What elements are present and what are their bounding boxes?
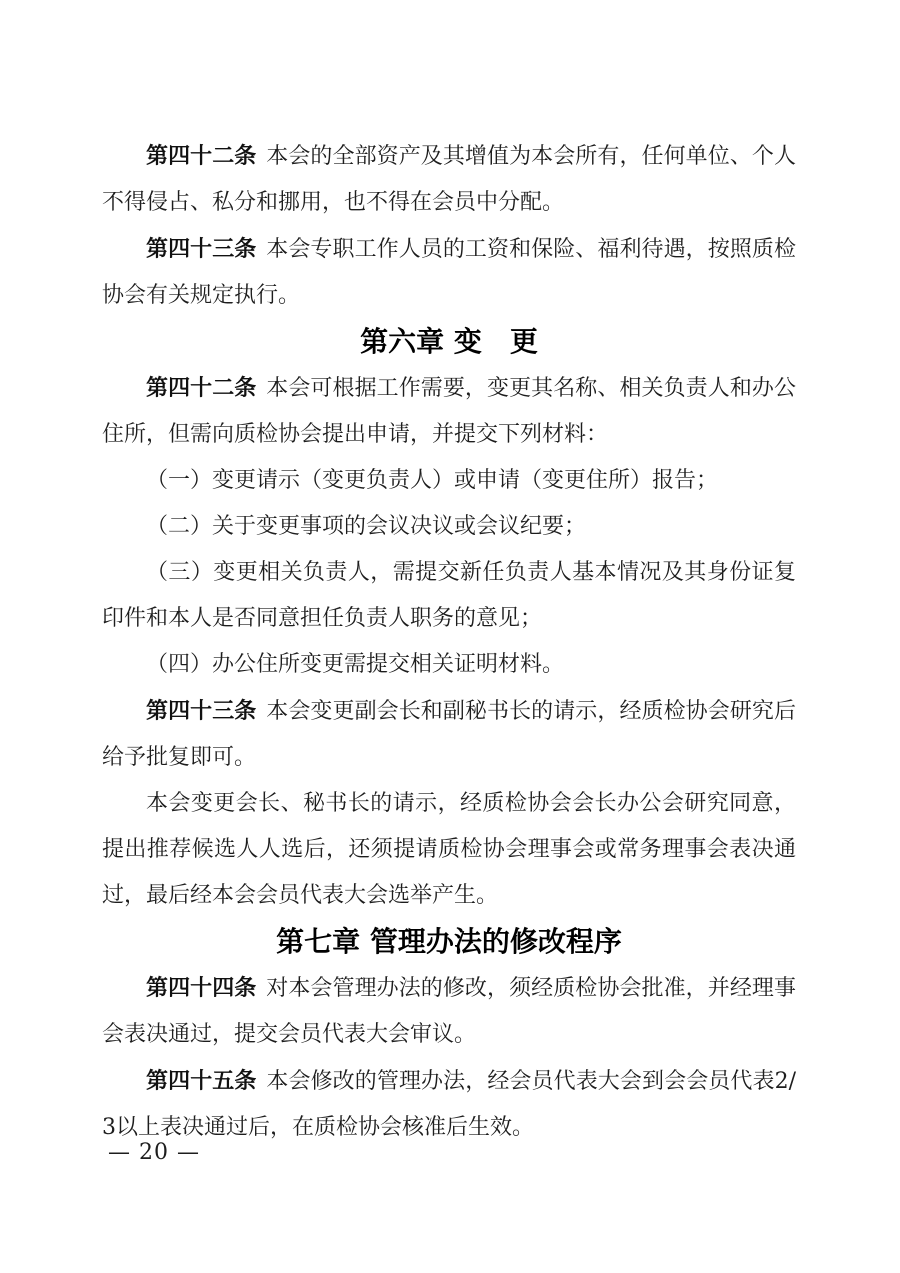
article-number: 第四十三条 bbox=[146, 698, 257, 724]
article-paragraph bbox=[102, 226, 796, 319]
article-paragraph bbox=[102, 688, 796, 781]
chapter-6-heading: 第六章 变 更 bbox=[360, 325, 538, 358]
article-number: 第四十四条 bbox=[146, 975, 257, 1001]
article-number: 第四十二条 bbox=[146, 143, 257, 169]
article-text: 对本会管理办法的修改，须经质检协会批准，并经理事会表决通过，提交会员代表大会审议。 bbox=[102, 976, 796, 1047]
article-number: 第四十二条 bbox=[146, 375, 257, 401]
article-text: 本会修改的管理办法，经会员代表大会到会会员代表2/3以上表决通过后，在质检协会核准后生效。 bbox=[102, 1069, 796, 1140]
list-item-paragraph: （一）变更请示（变更负责人）或申请（变更住所）报告； bbox=[146, 468, 719, 493]
article-paragraph bbox=[102, 1058, 796, 1151]
article-text: 本会变更副会长和副秘书长的请示，经质检协会研究后给予批复即可。 bbox=[102, 699, 796, 770]
list-item-paragraph: （二）关于变更事项的会议决议或会议纪要； bbox=[146, 514, 587, 539]
article-paragraph bbox=[102, 965, 796, 1058]
document-body bbox=[102, 133, 796, 1151]
article-text: 本会的全部资产及其增值为本会所有，任何单位、个人不得侵占、私分和挪用，也不得在会员中分配。 bbox=[102, 144, 796, 215]
page-number: — 20 — bbox=[108, 1140, 200, 1165]
list-item-paragraph: （四）办公住所变更需提交相关证明材料。 bbox=[146, 652, 565, 677]
article-paragraph bbox=[102, 365, 796, 458]
article-number: 第四十五条 bbox=[146, 1068, 257, 1094]
continuation-paragraph: 本会变更会长、秘书长的请示，经质检协会会长办公会研究同意，提出推荐候选人人选后，还须提请质检协会理事会或常务理事会表决通过，最后经本会会员代表大会选举产生。 bbox=[102, 791, 796, 908]
article-paragraph bbox=[102, 133, 796, 226]
list-item-paragraph: （三）变更相关负责人，需提交新任负责人基本情况及其身份证复印件和本人是否同意担任负责人职务的意见； bbox=[102, 560, 796, 631]
article-text: 本会专职工作人员的工资和保险、福利待遇，按照质检协会有关规定执行。 bbox=[102, 237, 796, 308]
article-number: 第四十三条 bbox=[146, 236, 257, 262]
article-text: 本会可根据工作需要，变更其名称、相关负责人和办公住所，但需向质检协会提出申请，并提交下列材料： bbox=[102, 376, 796, 447]
chapter-7-heading: 第七章 管理办法的修改程序 bbox=[276, 925, 622, 958]
